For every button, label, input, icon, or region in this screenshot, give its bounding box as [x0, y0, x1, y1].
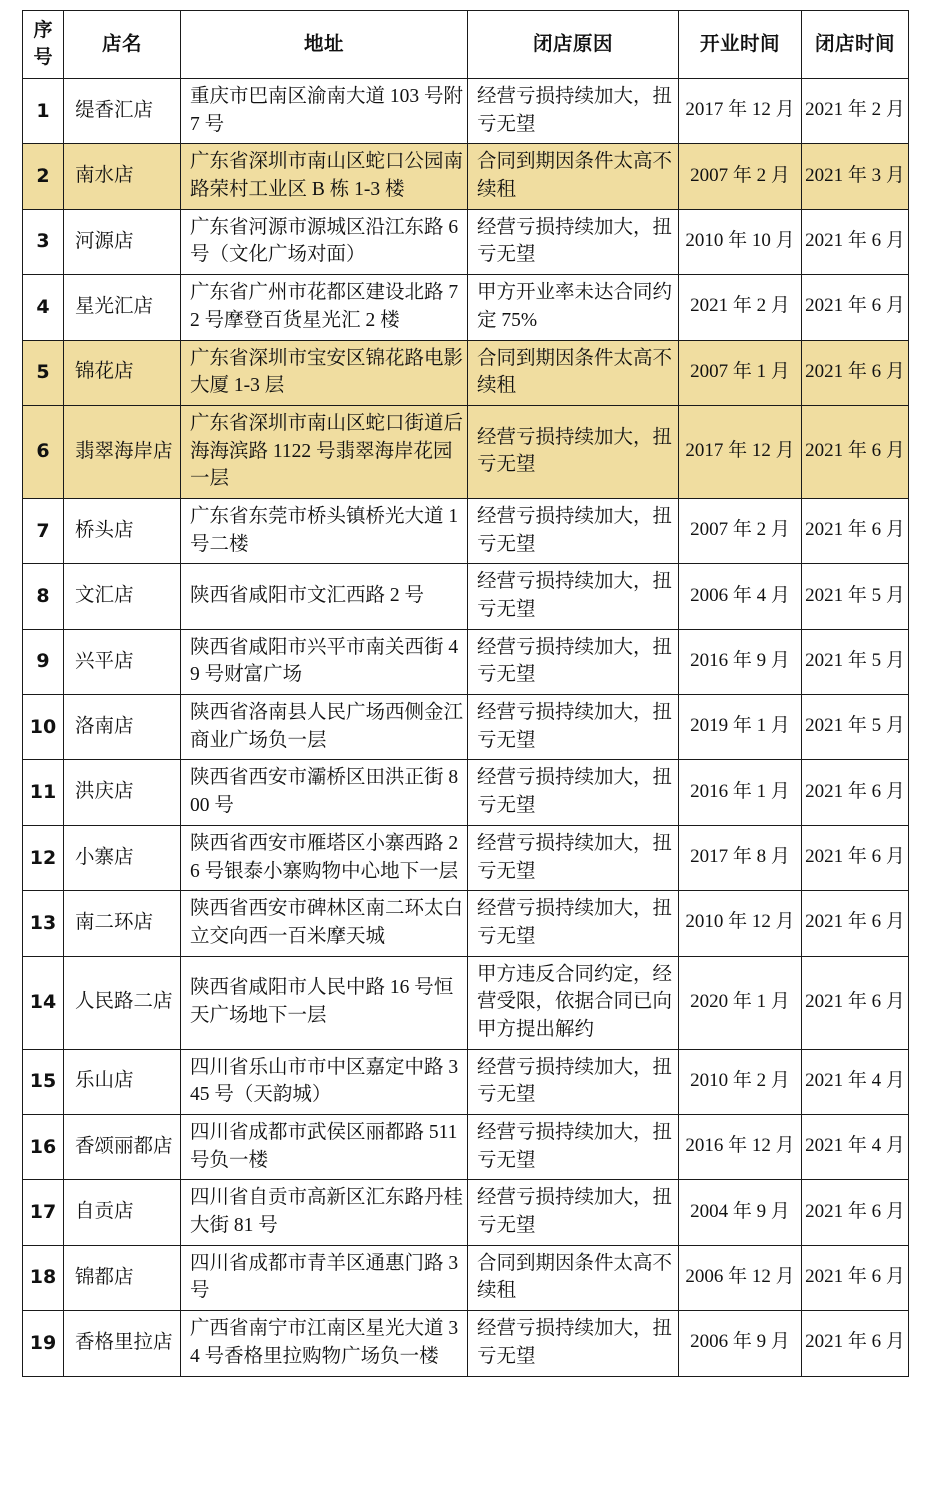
cell-index: 2 [23, 144, 64, 209]
column-header-index [23, 11, 64, 79]
cell-store-name: 桥头店 [64, 498, 181, 563]
cell-address: 四川省成都市青羊区通惠门路 3 号 [181, 1245, 468, 1310]
cell-open-date: 2007 年 2 月 [679, 498, 802, 563]
cell-store-name: 香格里拉店 [64, 1311, 181, 1376]
cell-close-date: 2021 年 6 月 [802, 760, 909, 825]
cell-close-reason: 经营亏损持续加大，扭亏无望 [468, 695, 679, 760]
table-row [23, 825, 909, 890]
table-row [23, 1180, 909, 1245]
column-header-close-reason: 闭店原因 [468, 11, 679, 79]
cell-address: 广东省深圳市宝安区锦花路电影大厦 1-3 层 [181, 340, 468, 405]
cell-index: 1 [23, 79, 64, 144]
table-row [23, 1245, 909, 1310]
cell-close-date: 2021 年 5 月 [802, 695, 909, 760]
cell-close-date: 2021 年 5 月 [802, 564, 909, 629]
cell-open-date: 2007 年 1 月 [679, 340, 802, 405]
cell-close-date: 2021 年 4 月 [802, 1049, 909, 1114]
cell-close-reason: 经营亏损持续加大，扭亏无望 [468, 629, 679, 694]
cell-close-date: 2021 年 6 月 [802, 1245, 909, 1310]
cell-store-name: 星光汇店 [64, 275, 181, 340]
table-row [23, 1115, 909, 1180]
cell-close-reason: 经营亏损持续加大，扭亏无望 [468, 1180, 679, 1245]
cell-open-date: 2010 年 12 月 [679, 891, 802, 956]
column-header-index-line2: 号 [33, 46, 53, 68]
cell-index: 17 [23, 1180, 64, 1245]
cell-address: 广西省南宁市江南区星光大道 34 号香格里拉购物广场负一楼 [181, 1311, 468, 1376]
cell-index: 8 [23, 564, 64, 629]
cell-index: 13 [23, 891, 64, 956]
cell-close-date: 2021 年 4 月 [802, 1115, 909, 1180]
cell-index: 11 [23, 760, 64, 825]
cell-open-date: 2017 年 12 月 [679, 405, 802, 498]
closed-stores-table [22, 10, 909, 1377]
cell-address: 陕西省西安市雁塔区小寨西路 26 号银泰小寨购物中心地下一层 [181, 825, 468, 890]
cell-close-date: 2021 年 6 月 [802, 1311, 909, 1376]
cell-close-reason: 经营亏损持续加大，扭亏无望 [468, 1311, 679, 1376]
cell-index: 18 [23, 1245, 64, 1310]
cell-open-date: 2019 年 1 月 [679, 695, 802, 760]
cell-store-name: 小寨店 [64, 825, 181, 890]
cell-index: 10 [23, 695, 64, 760]
cell-store-name: 翡翠海岸店 [64, 405, 181, 498]
cell-index: 16 [23, 1115, 64, 1180]
cell-close-reason: 经营亏损持续加大，扭亏无望 [468, 498, 679, 563]
cell-open-date: 2016 年 1 月 [679, 760, 802, 825]
table-row [23, 498, 909, 563]
cell-open-date: 2006 年 9 月 [679, 1311, 802, 1376]
cell-close-date: 2021 年 6 月 [802, 825, 909, 890]
table-row [23, 79, 909, 144]
cell-address: 广东省深圳市南山区蛇口街道后海海滨路 1122 号翡翠海岸花园一层 [181, 405, 468, 498]
table-row [23, 695, 909, 760]
table-row [23, 340, 909, 405]
cell-close-reason: 经营亏损持续加大，扭亏无望 [468, 891, 679, 956]
cell-close-date: 2021 年 6 月 [802, 209, 909, 274]
cell-store-name: 洛南店 [64, 695, 181, 760]
cell-store-name: 南水店 [64, 144, 181, 209]
cell-close-date: 2021 年 2 月 [802, 79, 909, 144]
cell-close-reason: 合同到期因条件太高不续租 [468, 1245, 679, 1310]
cell-store-name: 香颂丽都店 [64, 1115, 181, 1180]
cell-open-date: 2016 年 9 月 [679, 629, 802, 694]
table-row [23, 564, 909, 629]
cell-store-name: 文汇店 [64, 564, 181, 629]
table-header-row [23, 11, 909, 79]
cell-store-name: 锦花店 [64, 340, 181, 405]
cell-index: 3 [23, 209, 64, 274]
cell-open-date: 2016 年 12 月 [679, 1115, 802, 1180]
cell-close-date: 2021 年 6 月 [802, 275, 909, 340]
cell-close-reason: 经营亏损持续加大，扭亏无望 [468, 1049, 679, 1114]
cell-index: 7 [23, 498, 64, 563]
closed-stores-table-container [22, 10, 908, 1377]
table-row [23, 209, 909, 274]
cell-address: 广东省广州市花都区建设北路 72 号摩登百货星光汇 2 楼 [181, 275, 468, 340]
cell-address: 陕西省咸阳市文汇西路 2 号 [181, 564, 468, 629]
cell-address: 广东省河源市源城区沿江东路 6 号（文化广场对面） [181, 209, 468, 274]
cell-close-date: 2021 年 6 月 [802, 498, 909, 563]
cell-close-date: 2021 年 6 月 [802, 1180, 909, 1245]
cell-close-reason: 经营亏损持续加大，扭亏无望 [468, 760, 679, 825]
cell-open-date: 2006 年 4 月 [679, 564, 802, 629]
cell-address: 四川省乐山市市中区嘉定中路 345 号（天韵城） [181, 1049, 468, 1114]
column-header-store-name: 店名 [64, 11, 181, 79]
cell-close-reason: 甲方开业率未达合同约定 75% [468, 275, 679, 340]
cell-address: 重庆市巴南区渝南大道 103 号附 7 号 [181, 79, 468, 144]
cell-address: 陕西省西安市碑林区南二环太白立交向西一百米摩天城 [181, 891, 468, 956]
table-row [23, 956, 909, 1049]
cell-index: 6 [23, 405, 64, 498]
cell-open-date: 2017 年 8 月 [679, 825, 802, 890]
table-row [23, 275, 909, 340]
cell-address: 四川省成都市武侯区丽都路 511 号负一楼 [181, 1115, 468, 1180]
cell-close-reason: 经营亏损持续加大，扭亏无望 [468, 209, 679, 274]
table-row [23, 1311, 909, 1376]
cell-address: 陕西省咸阳市兴平市南关西街 49 号财富广场 [181, 629, 468, 694]
cell-close-reason: 经营亏损持续加大，扭亏无望 [468, 79, 679, 144]
cell-close-reason: 合同到期因条件太高不续租 [468, 340, 679, 405]
table-header [23, 11, 909, 79]
cell-address: 陕西省咸阳市人民中路 16 号恒天广场地下一层 [181, 956, 468, 1049]
cell-store-name: 缇香汇店 [64, 79, 181, 144]
table-row [23, 629, 909, 694]
cell-address: 四川省自贡市高新区汇东路丹桂大街 81 号 [181, 1180, 468, 1245]
cell-open-date: 2007 年 2 月 [679, 144, 802, 209]
cell-close-date: 2021 年 3 月 [802, 144, 909, 209]
column-header-open-date: 开业时间 [679, 11, 802, 79]
cell-close-date: 2021 年 6 月 [802, 956, 909, 1049]
cell-open-date: 2004 年 9 月 [679, 1180, 802, 1245]
column-header-index-line1: 序 [33, 19, 53, 42]
cell-store-name: 南二环店 [64, 891, 181, 956]
column-header-address: 地址 [181, 11, 468, 79]
table-row [23, 144, 909, 209]
table-body [23, 79, 909, 1377]
cell-open-date: 2017 年 12 月 [679, 79, 802, 144]
cell-close-reason: 经营亏损持续加大，扭亏无望 [468, 405, 679, 498]
cell-index: 14 [23, 956, 64, 1049]
cell-close-date: 2021 年 5 月 [802, 629, 909, 694]
cell-store-name: 兴平店 [64, 629, 181, 694]
cell-index: 9 [23, 629, 64, 694]
cell-store-name: 锦都店 [64, 1245, 181, 1310]
cell-open-date: 2010 年 2 月 [679, 1049, 802, 1114]
cell-store-name: 洪庆店 [64, 760, 181, 825]
cell-close-date: 2021 年 6 月 [802, 891, 909, 956]
cell-open-date: 2020 年 1 月 [679, 956, 802, 1049]
cell-index: 15 [23, 1049, 64, 1114]
table-row [23, 1049, 909, 1114]
cell-index: 5 [23, 340, 64, 405]
cell-open-date: 2010 年 10 月 [679, 209, 802, 274]
cell-close-date: 2021 年 6 月 [802, 405, 909, 498]
cell-address: 陕西省西安市灞桥区田洪正街 800 号 [181, 760, 468, 825]
cell-close-reason: 合同到期因条件太高不续租 [468, 144, 679, 209]
cell-address: 广东省东莞市桥头镇桥光大道 1 号二楼 [181, 498, 468, 563]
cell-store-name: 自贡店 [64, 1180, 181, 1245]
cell-index: 12 [23, 825, 64, 890]
cell-address: 广东省深圳市南山区蛇口公园南路荣村工业区 B 栋 1-3 楼 [181, 144, 468, 209]
cell-index: 4 [23, 275, 64, 340]
cell-index: 19 [23, 1311, 64, 1376]
cell-store-name: 乐山店 [64, 1049, 181, 1114]
table-row [23, 891, 909, 956]
cell-open-date: 2006 年 12 月 [679, 1245, 802, 1310]
table-row [23, 405, 909, 498]
cell-close-reason: 经营亏损持续加大，扭亏无望 [468, 1115, 679, 1180]
cell-open-date: 2021 年 2 月 [679, 275, 802, 340]
cell-store-name: 河源店 [64, 209, 181, 274]
table-row [23, 760, 909, 825]
cell-close-reason: 经营亏损持续加大，扭亏无望 [468, 564, 679, 629]
cell-close-date: 2021 年 6 月 [802, 340, 909, 405]
cell-close-reason: 经营亏损持续加大，扭亏无望 [468, 825, 679, 890]
column-header-close-date: 闭店时间 [802, 11, 909, 79]
cell-close-reason: 甲方违反合同约定，经营受限，依据合同已向甲方提出解约 [468, 956, 679, 1049]
cell-address: 陕西省洛南县人民广场西侧金江商业广场负一层 [181, 695, 468, 760]
cell-store-name: 人民路二店 [64, 956, 181, 1049]
